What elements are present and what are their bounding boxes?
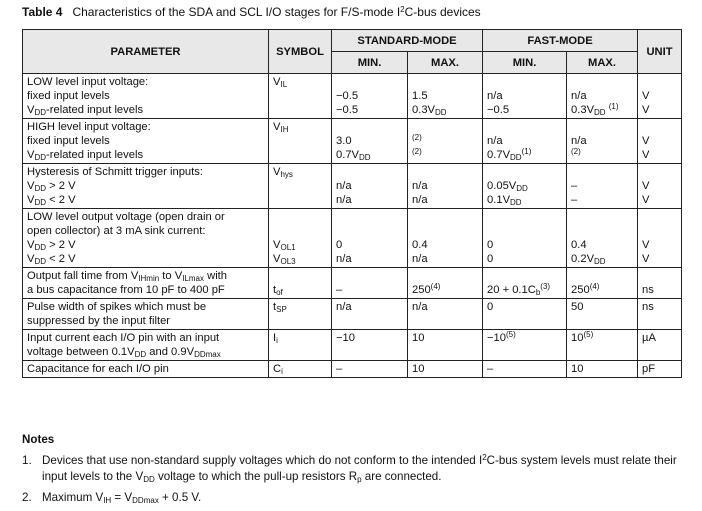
symbol-cell-line: $C_i$ — [273, 363, 283, 376]
std-max-cell-line: 10 — [412, 363, 425, 375]
unit-cell-line: V — [642, 194, 650, 206]
unit-cell-line: V — [642, 239, 650, 251]
symbol-cell-line — [273, 224, 327, 238]
fast-max-cell-line: – — [571, 180, 578, 192]
symbol-cell — [269, 361, 332, 378]
symbol-cell-line: $t_{SP}$ — [273, 301, 287, 314]
note-item — [22, 453, 682, 485]
std-min-cell — [332, 209, 408, 268]
symbol-cell-line: $I_i$ — [273, 332, 278, 345]
parameter-cell-line: suppressed by the input filter — [27, 315, 171, 327]
fast-max-cell-line — [571, 210, 633, 224]
std-min-cell-line: n/a — [336, 180, 352, 192]
unit-cell — [638, 361, 682, 378]
fast-max-cell-line — [571, 224, 633, 238]
std-min-cell-line — [336, 224, 403, 238]
unit-cell-line: V — [642, 253, 650, 265]
fast-max-cell-line: 0.4 — [571, 239, 587, 251]
fast-min-cell-line — [487, 210, 562, 224]
table-row-ci — [23, 361, 682, 378]
unit-cell-line: pF — [642, 363, 656, 375]
std-min-cell-line: n/a — [336, 253, 352, 265]
symbol-cell-line: $V_{OL3}$ — [273, 253, 296, 266]
std-min-cell-line: −10 — [336, 332, 355, 344]
fast-min-cell-line: −0.5 — [487, 104, 510, 116]
fast-max-cell-line — [571, 269, 633, 283]
std-min-cell-line: 0 — [336, 239, 343, 251]
std-min-cell — [332, 268, 408, 299]
std-max-cell-line — [412, 120, 478, 134]
fast-max-cell — [567, 164, 638, 209]
fast-max-cell — [567, 119, 638, 164]
fast-min-cell-line: – — [487, 363, 494, 375]
symbol-cell-line — [273, 210, 327, 224]
symbol-cell-line: $V_{hys}$ — [273, 166, 293, 179]
fast-min-cell-line: $0.1V_{DD}$ — [487, 194, 522, 207]
table-row-vhys — [23, 164, 682, 209]
fast-max-cell-line: 50 — [571, 301, 584, 313]
fast-max-cell-line: 10 — [571, 363, 584, 375]
fast-max-cell-line: n/a — [571, 90, 587, 102]
std-min-cell-line: – — [336, 284, 343, 296]
parameter-cell-line: HIGH level input voltage: — [27, 121, 151, 133]
unit-cell — [638, 299, 682, 330]
std-max-cell — [408, 299, 483, 330]
parameter-cell-line: Capacitance for each I/O pin — [27, 363, 169, 375]
parameter-cell-line: $V_{DD} < 2$ V — [27, 253, 76, 266]
fast-max-cell-line — [571, 75, 633, 89]
symbol-cell-line: $V_{IH}$ — [273, 121, 289, 134]
parameter-cell-line: Hysteresis of Schmitt trigger inputs: — [27, 166, 203, 178]
unit-cell-line: µA — [642, 332, 656, 344]
std-min-cell-line: 3.0 — [336, 135, 352, 147]
std-min-cell-line — [336, 269, 403, 283]
table-number: Table 4 — [22, 5, 63, 19]
std-max-cell-line: 10 — [412, 332, 425, 344]
symbol-cell-line: $V_{OL1}$ — [273, 239, 296, 252]
std-min-cell-line — [336, 165, 403, 179]
fast-min-cell-line: n/a — [487, 90, 503, 102]
note-number: 2. — [22, 491, 32, 504]
symbol-cell — [269, 209, 332, 268]
table-row-tsp — [23, 299, 682, 330]
symbol-cell — [269, 74, 332, 119]
std-min-cell-line — [336, 120, 403, 134]
fast-min-cell-line — [487, 269, 562, 283]
table-title: Characteristics of the SDA and SCL I/O stages for F/S-mode $I^2C$-bus devices — [72, 5, 481, 19]
unit-cell-line: ns — [642, 284, 654, 296]
fast-min-cell-line — [487, 75, 562, 89]
fast-max-cell-line: (2) — [571, 147, 581, 156]
std-max-cell — [408, 361, 483, 378]
header-unit: UNIT — [638, 30, 682, 74]
table-row-vih — [23, 119, 682, 164]
std-max-cell-line — [412, 269, 478, 283]
parameter-cell-line: fixed input levels — [27, 90, 110, 102]
parameter-cell-line: open collector) at 3 mA sink current: — [27, 225, 206, 237]
unit-cell — [638, 164, 682, 209]
table-row-vol — [23, 209, 682, 268]
std-max-cell — [408, 268, 483, 299]
fast-min-cell-line: $0.05V_{DD}$ — [487, 180, 528, 193]
fast-min-cell-line — [487, 165, 562, 179]
characteristics-table — [22, 29, 682, 378]
unit-cell-line: ns — [642, 301, 654, 313]
unit-cell-line: V — [642, 135, 650, 147]
fast-max-cell — [567, 268, 638, 299]
parameter-cell-line: LOW level output voltage (open drain or — [27, 211, 225, 223]
parameter-cell-line: $V_{DD} > 2$ V — [27, 180, 76, 193]
table-caption — [22, 5, 481, 19]
fast-max-cell-line — [571, 120, 633, 134]
std-max-cell-line: n/a — [412, 180, 428, 192]
fast-max-cell-line: n/a — [571, 135, 587, 147]
header-fast-max: MAX. — [567, 52, 638, 74]
std-max-cell — [408, 330, 483, 361]
fast-max-cell-line: 10$^{(5)}$ — [571, 330, 594, 344]
fast-max-cell-line: 250$^{(4)}$ — [571, 282, 600, 296]
table-body — [23, 74, 682, 378]
fast-max-cell-line: $0.3V_{DD}$ $^{(1)}$ — [571, 102, 619, 117]
std-max-cell — [408, 209, 483, 268]
symbol-cell-line: $V_{IL}$ — [273, 76, 288, 89]
std-min-cell-line: $0.7V_{DD}$ — [336, 149, 371, 162]
std-min-cell — [332, 330, 408, 361]
unit-cell-line — [642, 120, 677, 134]
parameter-cell-line: $V_{DD}$-related input levels — [27, 149, 144, 162]
std-min-cell-line: n/a — [336, 301, 352, 313]
unit-cell-line — [642, 75, 677, 89]
std-max-cell-line: (2) — [412, 133, 422, 142]
std-min-cell — [332, 164, 408, 209]
std-max-cell-line: (2) — [412, 147, 422, 156]
table-row-ii — [23, 330, 682, 361]
fast-max-cell — [567, 209, 638, 268]
unit-cell-line — [642, 165, 677, 179]
fast-min-cell — [483, 119, 567, 164]
std-max-cell-line: 250$^{(4)}$ — [412, 282, 441, 296]
fast-max-cell — [567, 74, 638, 119]
unit-cell — [638, 74, 682, 119]
fast-max-cell-line: – — [571, 194, 578, 206]
note-text: Devices that use non-standard supply voltages which do not conform to the intended $I^2C$-bus system levels must relate their input levels to the $V_{DD}$ voltage to which the pull-up resistors $R_p$ are connected. — [42, 453, 677, 484]
parameter-cell — [23, 268, 269, 299]
header-fast-min: MIN. — [483, 52, 567, 74]
symbol-cell — [269, 330, 332, 361]
unit-cell — [638, 119, 682, 164]
parameter-cell-line: $V_{DD} < 2$ V — [27, 194, 76, 207]
notes-title: Notes — [22, 433, 55, 446]
parameter-cell — [23, 209, 269, 268]
std-max-cell-line: $0.3V_{DD}$ — [412, 104, 447, 117]
std-min-cell-line: – — [336, 363, 343, 375]
std-max-cell-line: n/a — [412, 301, 428, 313]
std-max-cell-line: n/a — [412, 194, 428, 206]
fast-min-cell-line: 0 — [487, 301, 494, 313]
std-min-cell-line: −0.5 — [336, 104, 359, 116]
std-max-cell-line: 1.5 — [412, 90, 428, 102]
parameter-cell-line: a bus capacitance from 10 pF to 400 pF — [27, 284, 225, 296]
unit-cell-line — [642, 224, 677, 238]
parameter-cell — [23, 299, 269, 330]
std-min-cell — [332, 74, 408, 119]
std-min-cell — [332, 299, 408, 330]
unit-cell-line — [642, 210, 677, 224]
std-min-cell-line — [336, 75, 403, 89]
std-max-cell-line: 0.4 — [412, 239, 428, 251]
parameter-cell-line: Output fall time from $V_{IHmin}$ to $V_{ILmax}$ with — [27, 270, 228, 283]
note-number: 1. — [22, 454, 32, 467]
fast-max-cell-line — [571, 165, 633, 179]
notes-list — [22, 453, 682, 506]
header-standard-mode: STANDARD-MODE — [332, 30, 483, 52]
header-fast-mode: FAST-MODE — [483, 30, 638, 52]
fast-min-cell-line: 0 — [487, 253, 494, 265]
unit-cell-line: V — [642, 104, 650, 116]
note-text: Maximum $V_{IH} = V_{DDmax} + 0.5$ V. — [42, 491, 202, 505]
fast-max-cell — [567, 361, 638, 378]
parameter-cell-line: $V_{DD}$-related input levels — [27, 104, 144, 117]
symbol-cell — [269, 119, 332, 164]
table-row-tof — [23, 268, 682, 299]
std-max-cell-line — [412, 224, 478, 238]
fast-max-cell-line: $0.2V_{DD}$ — [571, 253, 606, 266]
fast-min-cell-line: $0.7V_{DD}^{(1)}$ — [487, 147, 532, 162]
std-max-cell-line: n/a — [412, 253, 428, 265]
fast-min-cell — [483, 361, 567, 378]
parameter-cell — [23, 361, 269, 378]
symbol-cell-line — [273, 269, 327, 283]
table-row-vil — [23, 74, 682, 119]
std-min-cell — [332, 119, 408, 164]
unit-cell — [638, 209, 682, 268]
unit-cell-line: V — [642, 180, 650, 192]
fast-max-cell — [567, 330, 638, 361]
fast-min-cell-line: n/a — [487, 135, 503, 147]
parameter-cell-line: fixed input levels — [27, 135, 110, 147]
symbol-cell — [269, 299, 332, 330]
parameter-cell — [23, 330, 269, 361]
parameter-cell-line: Pulse width of spikes which must be — [27, 301, 207, 313]
unit-cell-line: V — [642, 149, 650, 161]
header-std-min: MIN. — [332, 52, 408, 74]
fast-min-cell — [483, 268, 567, 299]
header-symbol: SYMBOL — [269, 30, 332, 74]
fast-min-cell-line — [487, 224, 562, 238]
std-max-cell — [408, 164, 483, 209]
unit-cell — [638, 268, 682, 299]
parameter-cell — [23, 74, 269, 119]
note-item — [22, 490, 682, 506]
fast-min-cell-line: $-10^{(5)}$ — [487, 330, 516, 344]
fast-min-cell — [483, 330, 567, 361]
fast-min-cell-line — [487, 120, 562, 134]
fast-min-cell — [483, 209, 567, 268]
std-max-cell — [408, 74, 483, 119]
parameter-cell — [23, 119, 269, 164]
std-max-cell — [408, 119, 483, 164]
unit-cell-line — [642, 269, 677, 283]
symbol-cell-line: $t_{of}$ — [273, 284, 283, 297]
header-parameter: PARAMETER — [23, 30, 269, 74]
std-min-cell-line: −0.5 — [336, 90, 359, 102]
std-min-cell-line — [336, 210, 403, 224]
parameter-cell-line: Input current each I/O pin with an input — [27, 332, 220, 344]
symbol-cell — [269, 268, 332, 299]
std-max-cell-line — [412, 165, 478, 179]
parameter-cell-line: LOW level input voltage: — [27, 76, 149, 88]
fast-min-cell-line: 0 — [487, 239, 494, 251]
std-min-cell — [332, 361, 408, 378]
symbol-cell — [269, 164, 332, 209]
parameter-cell — [23, 164, 269, 209]
std-max-cell-line — [412, 75, 478, 89]
unit-cell-line: V — [642, 90, 650, 102]
fast-min-cell — [483, 74, 567, 119]
fast-max-cell — [567, 299, 638, 330]
parameter-cell-line: voltage between $0.1V_{DD}$ and $0.9V_{DDmax}$ — [27, 346, 221, 359]
std-min-cell-line: n/a — [336, 194, 352, 206]
std-max-cell-line — [412, 210, 478, 224]
header-std-max: MAX. — [408, 52, 483, 74]
fast-min-cell — [483, 164, 567, 209]
notes-section — [22, 432, 682, 511]
fast-min-cell — [483, 299, 567, 330]
parameter-cell-line: $V_{DD} > 2$ V — [27, 239, 76, 252]
fast-min-cell-line: $20 + 0.1C_b^{(3)}$ — [487, 282, 551, 297]
unit-cell — [638, 330, 682, 361]
